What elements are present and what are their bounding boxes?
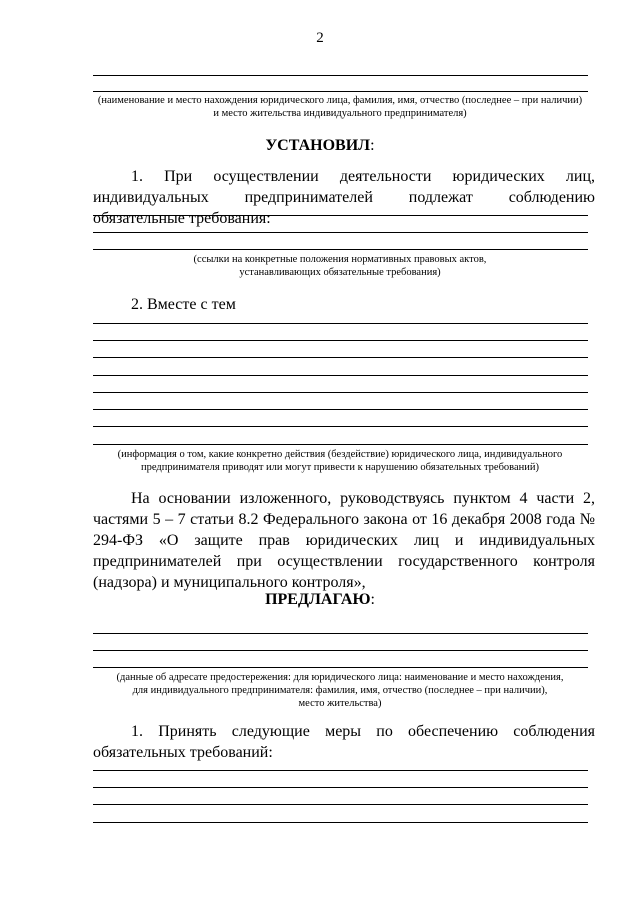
heading-established (0, 137, 640, 155)
fill-line[interactable] (93, 323, 588, 324)
fill-line[interactable] (93, 249, 588, 250)
fill-line[interactable] (93, 357, 588, 358)
fill-line[interactable] (93, 787, 588, 788)
caption-line: (наименование и место нахождения юридического лица, фамилия, имя, отчество (последнее – при наличии) (97, 95, 583, 106)
paragraph-measures: 1. Принять следующие меры по обеспечению соблюдения обязательных требований: (93, 723, 595, 761)
caption-line: предпринимателя приводят или могут привести к нарушению обязательных требований) (140, 462, 540, 473)
fill-line[interactable] (93, 667, 588, 668)
caption-line: для индивидуального предпринимателя: фамилия, имя, отчество (последнее – при наличии), (132, 685, 548, 696)
fill-line[interactable] (93, 822, 588, 823)
fill-line[interactable] (93, 770, 588, 771)
paragraph-requirements: 1. При осуществлении деятельности юридических лиц, индивидуальных предпринимателей подлежат соблюдению обязательные требования: (93, 168, 595, 227)
fill-line[interactable] (93, 650, 588, 651)
caption-references (90, 253, 590, 279)
fill-line[interactable] (93, 804, 588, 805)
paragraph-however: 2. Вместе с тем (131, 296, 236, 313)
fill-line[interactable] (93, 232, 588, 233)
caption-line: (информация о том, какие конкретно действия (бездействие) юридического лица, индивидуального (117, 449, 563, 460)
fill-line[interactable] (93, 375, 588, 376)
fill-line[interactable] (93, 444, 588, 445)
fill-line[interactable] (93, 633, 588, 634)
page-number: 2 (316, 30, 324, 46)
fill-line[interactable] (93, 392, 588, 393)
fill-line[interactable] (93, 91, 588, 92)
heading-text: УСТАНОВИЛ (265, 137, 371, 154)
fill-line[interactable] (93, 75, 588, 76)
fill-line[interactable] (93, 340, 588, 341)
caption-line: (ссылки на конкретные положения нормативных правовых актов, (193, 254, 487, 265)
heading-propose (0, 591, 640, 609)
caption-line: и место жительства индивидуального предпринимателя) (213, 108, 467, 119)
caption-line: место жительства) (298, 698, 382, 709)
paragraph-legal-basis: На основании изложенного, руководствуясь пунктом 4 части 2, частями 5 – 7 статьи 8.2 Федерального закона от 16 декабря 2008 года № 294-ФЗ «О защите прав юридических лиц и индивидуальных предпринимателей при осуществлении государственного контроля (надзора) и муниципального контроля», (93, 490, 595, 591)
caption-legal-entity (90, 94, 590, 120)
caption-addressee (90, 671, 590, 710)
caption-line: устанавливающих обязательные требования) (239, 267, 441, 278)
fill-line[interactable] (93, 426, 588, 427)
heading-colon: : (370, 591, 375, 608)
caption-line: (данные об адресате предостережения: для юридического лица: наименование и место нахождения, (116, 672, 564, 683)
fill-line[interactable] (93, 215, 588, 216)
caption-actions-info (90, 448, 590, 474)
fill-line[interactable] (93, 409, 588, 410)
heading-text: ПРЕДЛАГАЮ (265, 591, 371, 608)
heading-colon: : (370, 137, 375, 154)
